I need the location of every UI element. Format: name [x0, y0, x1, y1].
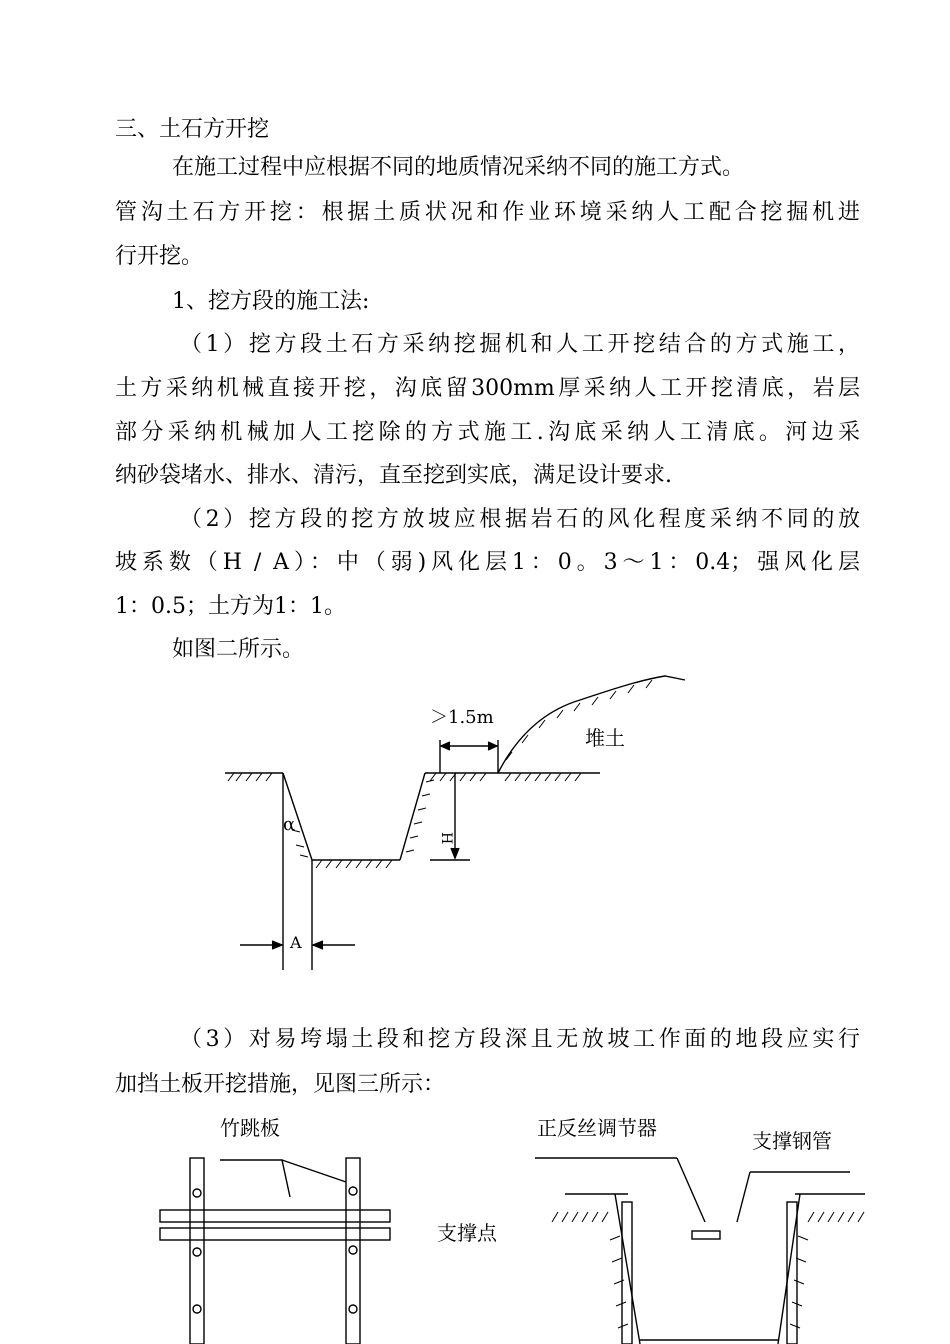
- paragraph-line: （1）挖方段土石方采纳挖掘机和人工开挖结合的方式施工，: [180, 332, 860, 357]
- support-point-label: 支撑点: [437, 1221, 497, 1245]
- paragraph-line: 管沟土石方开挖：根据土质状况和作业环境采纳人工配合挖掘机进: [115, 200, 860, 225]
- paragraph-line: 土方采纳机械直接开挖，沟底留300mm厚采纳人工开挖清底，岩层: [115, 376, 860, 401]
- spoil-heap-label: 堆土: [585, 726, 625, 750]
- paragraph-line: 在施工过程中应根据不同的地质情况采纳不同的施工方式。: [172, 155, 745, 180]
- paragraph-line: 加挡土板开挖措施，见图三所示：: [115, 1072, 446, 1097]
- bamboo-board-label: 竹跳板: [220, 1116, 280, 1140]
- alpha-angle-label: α: [283, 814, 296, 835]
- height-label: H: [438, 832, 454, 845]
- paragraph-line: 坡系数（H / A）：中（弱)风化层1：0。3～1：0.4；强风化层: [115, 550, 860, 575]
- subheading: 1、挖方段的施工法:: [172, 289, 370, 314]
- paragraph-line: 部分采纳机械加人工挖除的方式施工.沟底采纳人工清底。河边采: [115, 420, 860, 445]
- steel-pipe-label: 支撑钢管: [752, 1129, 832, 1153]
- adjuster-label: 正反丝调节器: [537, 1116, 657, 1140]
- width-label: A: [290, 933, 302, 952]
- distance-label: ＞1.5m: [430, 707, 494, 728]
- figure-reference: 如图二所示。: [172, 637, 305, 662]
- paragraph-line: 1：0.5；土方为1：1。: [115, 594, 346, 619]
- section-title: 三、土石方开挖: [115, 117, 270, 142]
- paragraph-line: （2）挖方段的挖方放坡应根据岩石的风化程度采纳不同的放: [180, 507, 860, 532]
- paragraph-line: 纳砂袋堵水、排水、清污，直至挖到实底，满足设计要求.: [115, 463, 672, 488]
- paragraph-line: （3）对易垮塌土段和挖方段深且无放坡工作面的地段应实行: [180, 1027, 860, 1052]
- paragraph-line: 行开挖。: [115, 244, 204, 269]
